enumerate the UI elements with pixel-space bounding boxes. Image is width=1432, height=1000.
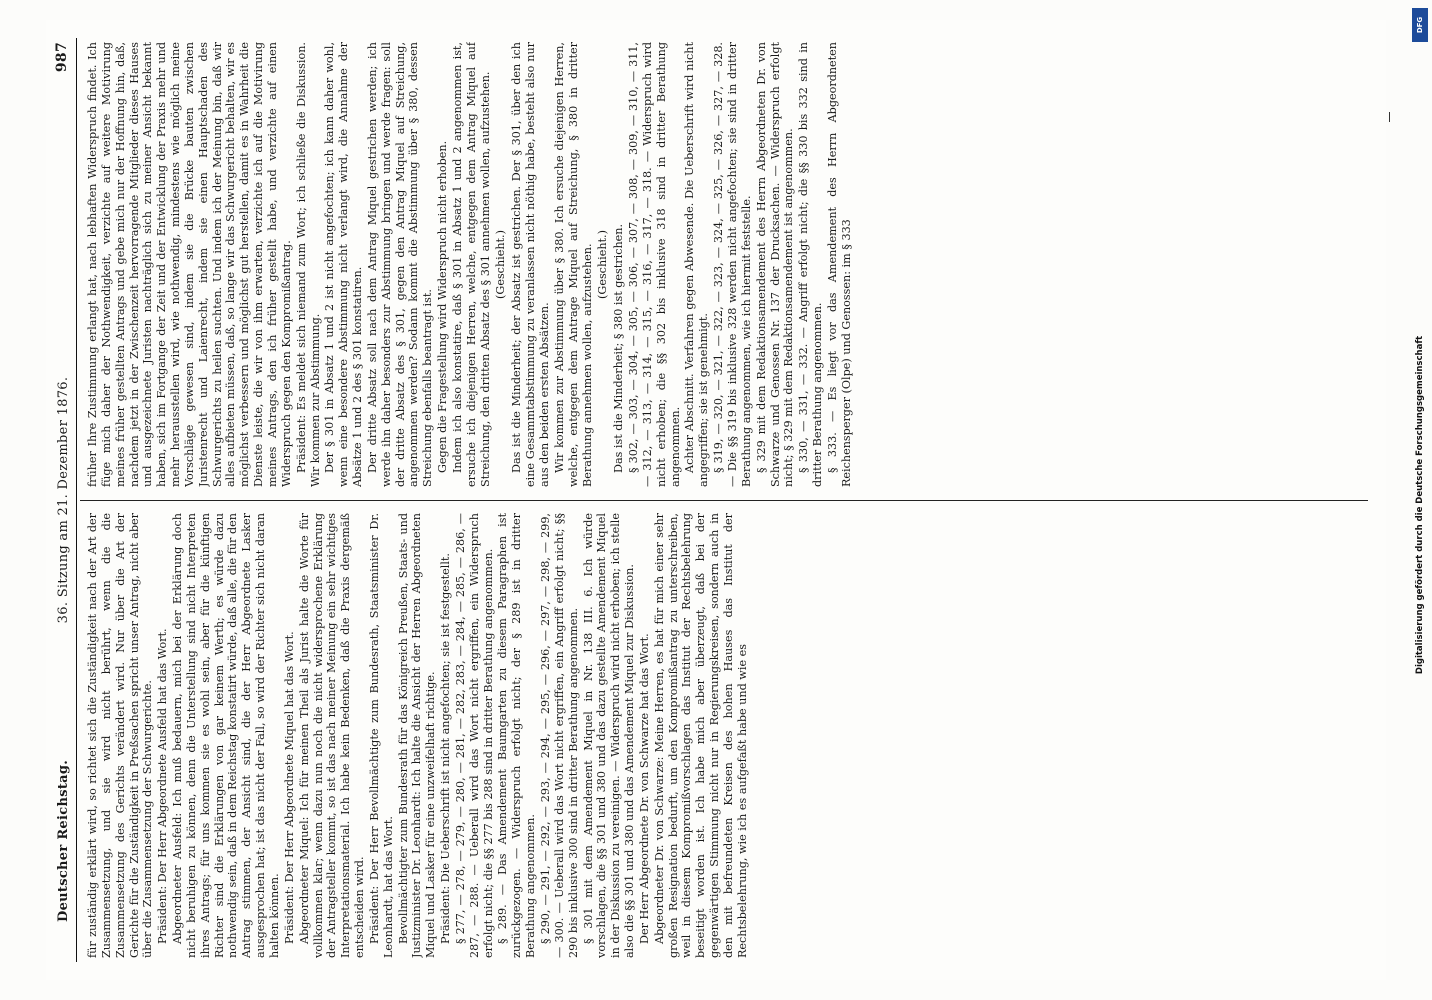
column-divider xyxy=(80,500,1368,501)
paragraph: § 290, — 291, — 292, — 293, — 294, — 295, — 296, — 297, — 298, — 299, — 300. — Ueberall wird das Wort nicht ergriffen, ein Angriff erfolgt nicht; §§ 290 bis inklusive 300 sind in dritter Berathung angenommen. xyxy=(539,513,580,958)
paragraph: Präsident: Der Herr Abgeordnete Miquel hat das Wort. xyxy=(282,631,296,944)
digitization-credit: Digitalisierung gefördert durch die Deutsche Forschungsgemeinschaft xyxy=(1415,335,1425,675)
paragraph: § 289. — Das Amendement Baumgarten zu diesem Paragraphen ist zurückgezogen. — Widerspruch erfolgt nicht; der § 289 ist in dritter Berathung angenommen. xyxy=(496,513,538,958)
paragraph: § 302, — 303, — 304, — 305, — 306, — 307, — 308, — 309, — 310, — 311, — 312, — 313, — 314, — 315, — 316, — 317, — 318. — Widerspruch wird nicht erhoben; die §§ 302 bis inklusive 318 sind in dritter Berathung angenommen. xyxy=(627,42,682,487)
paragraph: früher Ihre Zustimmung erlangt hat, nach lebhaften Widerspruch findet. Ich füge mich daher der Nothwendigkeit, verzichte auf weitere Motivirung meines früher gestellten Antrags und gebe mich nur der Hoffnung hin, daß, nachdem jetzt in der Zwischenzeit hervorragende Mitglieder dieses Hauses und ausgezeichnete Juristen nachträglich sich zu meiner Ansicht bekannt haben, sich im Fortgange der Zeit und der Entwicklung der Praxis mehr und mehr herausstellen wird, wie nothwendig, mindestens wie möglich meine Vorschläge gewesen sind, indem sie die Brücke bauten zwischen Juristenrecht und Laienrecht, indem sie einen Hauptschaden des Schwurgerichts zu heilen suchten. Und indem ich der Meinung bin, daß wir alles aufbieten müssen, daß, so lange wir das Schwurgericht behalten, wir es möglichst verbessern und möglichst gut herstellen, damit es in Wahrheit die Dienste leiste, die wir von ihm erwarten, verzichte ich auf die Motivirung meines Antrags, den ich früher gestellt habe, und verzichte auf einen Widerspruch gegen den Kompromißantrag. xyxy=(86,42,293,487)
paragraph: Der dritte Absatz soll nach dem Antrag Miquel gestrichen werden; ich werde ihn daher besonders zur Abstimmung bringen und werde fragen: soll der dritte Absatz des § 301, gegen den Antrag Miquel auf Streichung, angenommen werden? Sodann kommt die Abstimmung über § 380, dessen Streichung ebenfalls beantragt ist. xyxy=(365,42,435,487)
header-publication: Deutscher Reichstag. xyxy=(56,759,71,922)
paragraph: Bevollmächtigter zum Bundesrath für das Königreich Preußen, Staats- und Justizminister Dr. Leonhardt: Ich halte die Ansicht der Herren Abgeordneten Miquel und Lasker für eine unzweifelhaft richtige. xyxy=(396,513,438,958)
paragraph: § 329 mit dem Redaktionsamendement des Herrn Abgeordneten Dr. von Schwarze und Genossen Nr. 137 der Drucksachen. — Widerspruch erfolgt nicht; § 329 mit dem Redaktionsamendement ist angenommen. xyxy=(754,42,796,487)
stage-direction: (Geschieht.) xyxy=(596,230,610,299)
left-column xyxy=(86,513,1366,958)
paragraph: Gegen die Fragestellung wird Widerspruch nicht erhoben. xyxy=(436,140,450,473)
paragraph: Der § 301 in Absatz 1 und 2 ist nicht angefochten; ich kann daher wohl, wenn eine besondere Abstimmung nicht verlangt wird, die Annahme der Absätze 1 und 2 des § 301 konstatiren. xyxy=(323,42,365,487)
paragraph: Das ist die Minderheit; § 380 ist gestrichen. xyxy=(612,223,626,473)
paragraph: Präsident: Der Herr Bevollmächtigte zum Bundesrath, Staatsminister Dr. Leonhardt, hat das Wort. xyxy=(367,513,395,958)
paragraph: Präsident: Der Herr Abgeordnete Ausfeld hat das Wort. xyxy=(156,628,170,944)
paragraph: Abgeordneter Miquel: Ich für meinen Theil als Jurist halte die Worte für vollkommen klar; wenn dazu nun noch die nicht widersprochene Erklärung der Antragsteller kommt, so ist das nach meiner Meinung ein sehr wichtiges Interpretationsmaterial. Ich habe kein Bedenken, daß die Praxis dergemäß entscheiden wird. xyxy=(297,513,367,958)
paragraph: Präsident: Es meldet sich niemand zum Wort; ich schließe die Diskussion. Wir kommen zur Abstimmung. xyxy=(294,42,322,487)
paragraph: Abgeordneter Dr. von Schwarze: Meine Herren, es hat für mich einer sehr großen Resignation bedurft, um den Kompromißantrag zu unterschreiben, weil in diesem Kompromißvorschlagen das Institut der Rechtsbelehrung beseitigt worden ist. Ich habe mich aber überzeugt, daß bei der gegenwärtigen Stimmung nicht nur in Regierungskreisen, sondern auch in den mit befreundeten Kreisen des hohen Hauses das Institut der Rechtsbelehrung, wie ich es aufgefaßt habe und wie es xyxy=(652,513,749,958)
paragraph: Abgeordneter Ausfeld: Ich muß bedauern, mich bei der Erklärung doch nicht beruhigen zu können, denn die Unterstellung sind nicht Interpreten ihres Antrags; für uns kommen sie es wohl sein, aber für die künftigen Richter sind die Erklärungen von gar keinem Werth; es würde dazu nothwendig sein, daß in dem Reichstag konstatirt würde, daß alle, die für den Antrag stimmen, der Ansicht sind, die der Herr Abgeordnete Lasker ausgesprochen hat; ist das nicht der Fall, so wird der Richter sich nicht daran halten können. xyxy=(171,513,281,958)
paragraph: § 319, — 320, — 321, — 322, — 323, — 324, — 325, — 326, — 327, — 328. — Die §§ 319 bis inklusive 328 werden nicht angefochten; sie sind in dritter Berathung angenommen, wie ich hiermit feststelle. xyxy=(712,42,753,487)
paragraph: für zuständig erklärt wird, so richtet sich die Zuständigkeit nach der Art der Zusammensetzung, und sie wird nicht berührt, wenn die die Zusammensetzung des Gerichts verändert wird. Nur über die Art der Gerichte für die Zuständigkeit in Preßsachen spricht unser Antrag, nicht aber über die Zusammensetzung der Schwurgerichte. xyxy=(86,513,155,958)
paragraph: Indem ich also konstatire, daß § 301 in Absatz 1 und 2 angenommen ist, ersuche ich diejenigen Herren, welche, entgegen dem Antrag Miquel auf Streichung, den dritten Absatz des § 301 annehmen wollen, aufzustehen. xyxy=(450,42,492,487)
page-number: 987 xyxy=(54,42,70,73)
paragraph: § 333. — Es liegt vor das Amendement des Herrn Abgeordneten Reichensperger (Olpe) und Genossen: im § 333 xyxy=(825,42,853,487)
paragraph: § 330, — 331, — 332. — Angriff erfolgt nicht; die §§ 330 bis 332 sind in dritter Berathung angenommen. xyxy=(797,42,825,487)
paragraph: Achter Abschnitt. Verfahren gegen Abwesende. Die Ueberschrift wird nicht angegriffen; sie ist genehmigt. xyxy=(683,42,711,487)
paragraph: Wir kommen zur Abstimmung über § 380. Ich ersuche diejenigen Herren, welche, entgegen dem Antrage Miquel auf Streichung, § 380 in dritter Berathung annehmen wollen, aufzustehen. xyxy=(552,42,594,487)
stage-direction: (Geschieht.) xyxy=(494,230,508,299)
right-column xyxy=(86,42,1366,487)
page-header xyxy=(54,38,77,962)
scan-mark xyxy=(1389,112,1390,122)
rotated-page xyxy=(46,20,1386,980)
paragraph: Präsident: Die Ueberschrift ist nicht angefochten; sie ist festgestellt. xyxy=(439,553,453,944)
dfg-logo-text: DFG xyxy=(1416,16,1424,34)
paragraph: § 301 mit dem Amendement Miquel in Nr. 138 III. 6. Ich würde vorschlagen, die §§ 301 und 380 und das dazu gestellte Amendement Miquel in der Diskussion zu vereinigen. — Widerspruch wird nicht erhoben; ich stelle also die §§ 301 und 380 und das Amendement Miquel zur Diskussion. xyxy=(581,513,637,958)
header-session: 36. Sitzung am 21. Dezember 1876. xyxy=(56,376,71,624)
dfg-logo xyxy=(1412,8,1428,42)
paragraph: Das ist die Minderheit; der Absatz ist gestrichen. Der § 301, über den ich eine Gesammtabstimmung zu veranlassen nicht nöthig habe, besteht also nur aus den beiden ersten Absätzen. xyxy=(510,42,551,487)
paragraph: § 277, — 278, — 279, — 280, — 281, — 282, 283, — 284, — 285, — 286, — 287, — 288. — Ueberall wird das Wort nicht ergriffen, ein Widerspruch erfolgt nicht; die §§ 277 bis 288 sind in dritter Berathung angenommen. xyxy=(453,513,495,958)
paragraph: Der Herr Abgeordnete Dr. von Schwarze hat das Wort. xyxy=(637,633,651,944)
